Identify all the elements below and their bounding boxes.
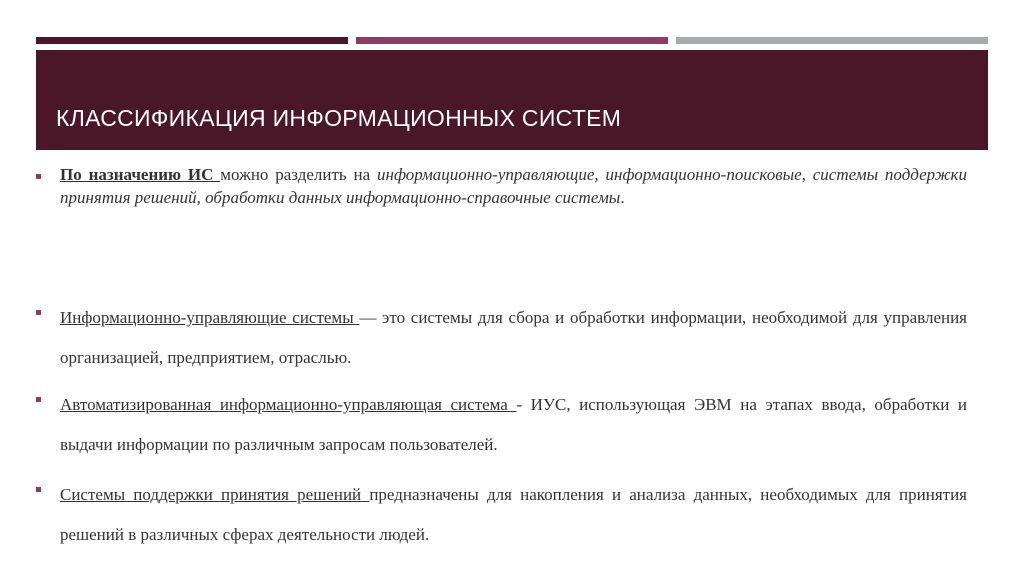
bullet-marker [36, 487, 41, 492]
bullet-lead: Автоматизированная информационно-управляющая система [60, 395, 517, 414]
bullet-text: — это системы для сбора и обработки информации, необходимой для управления организацией, предприятием, отраслью. [60, 308, 968, 367]
bullet-paragraph-dss [60, 475, 967, 555]
bullet-paragraph-aius [60, 385, 967, 465]
bullet-marker [36, 310, 41, 315]
accent-bar-dark [36, 37, 348, 44]
bullet-lead: Системы поддержки принятия решений [60, 485, 370, 504]
bullet-text: предназначены для накопления и анализа данных, необходимых для принятия решений в различных сферах деятельности людей. [60, 485, 967, 544]
bullet-lead: Информационно-управляющие системы [60, 308, 360, 327]
slide-title: КЛАССИФИКАЦИЯ ИНФОРМАЦИОННЫХ СИСТЕМ [56, 105, 622, 131]
bullet-italic-list: информационно-управляющие, информационно-поисковые, системы поддержки принятия решений, обработки данных информационно-справочные системы [60, 165, 967, 207]
bullet-text: - ИУС, использующая ЭВМ на этапах ввода, обработки и выдачи информации по различным запросам пользователей. [60, 395, 967, 454]
title-band [36, 50, 988, 150]
accent-bar-magenta [356, 37, 668, 44]
bullet-tail: . [620, 188, 625, 207]
bullet-paragraph-ius [60, 298, 967, 378]
bullet-paragraph-purpose [60, 163, 967, 209]
accent-bar-gray [676, 37, 988, 44]
bullet-marker [36, 397, 41, 402]
bullet-text: можно разделить на [220, 165, 378, 184]
bullet-marker [36, 174, 41, 179]
bullet-lead: По назначению ИС [60, 165, 221, 184]
